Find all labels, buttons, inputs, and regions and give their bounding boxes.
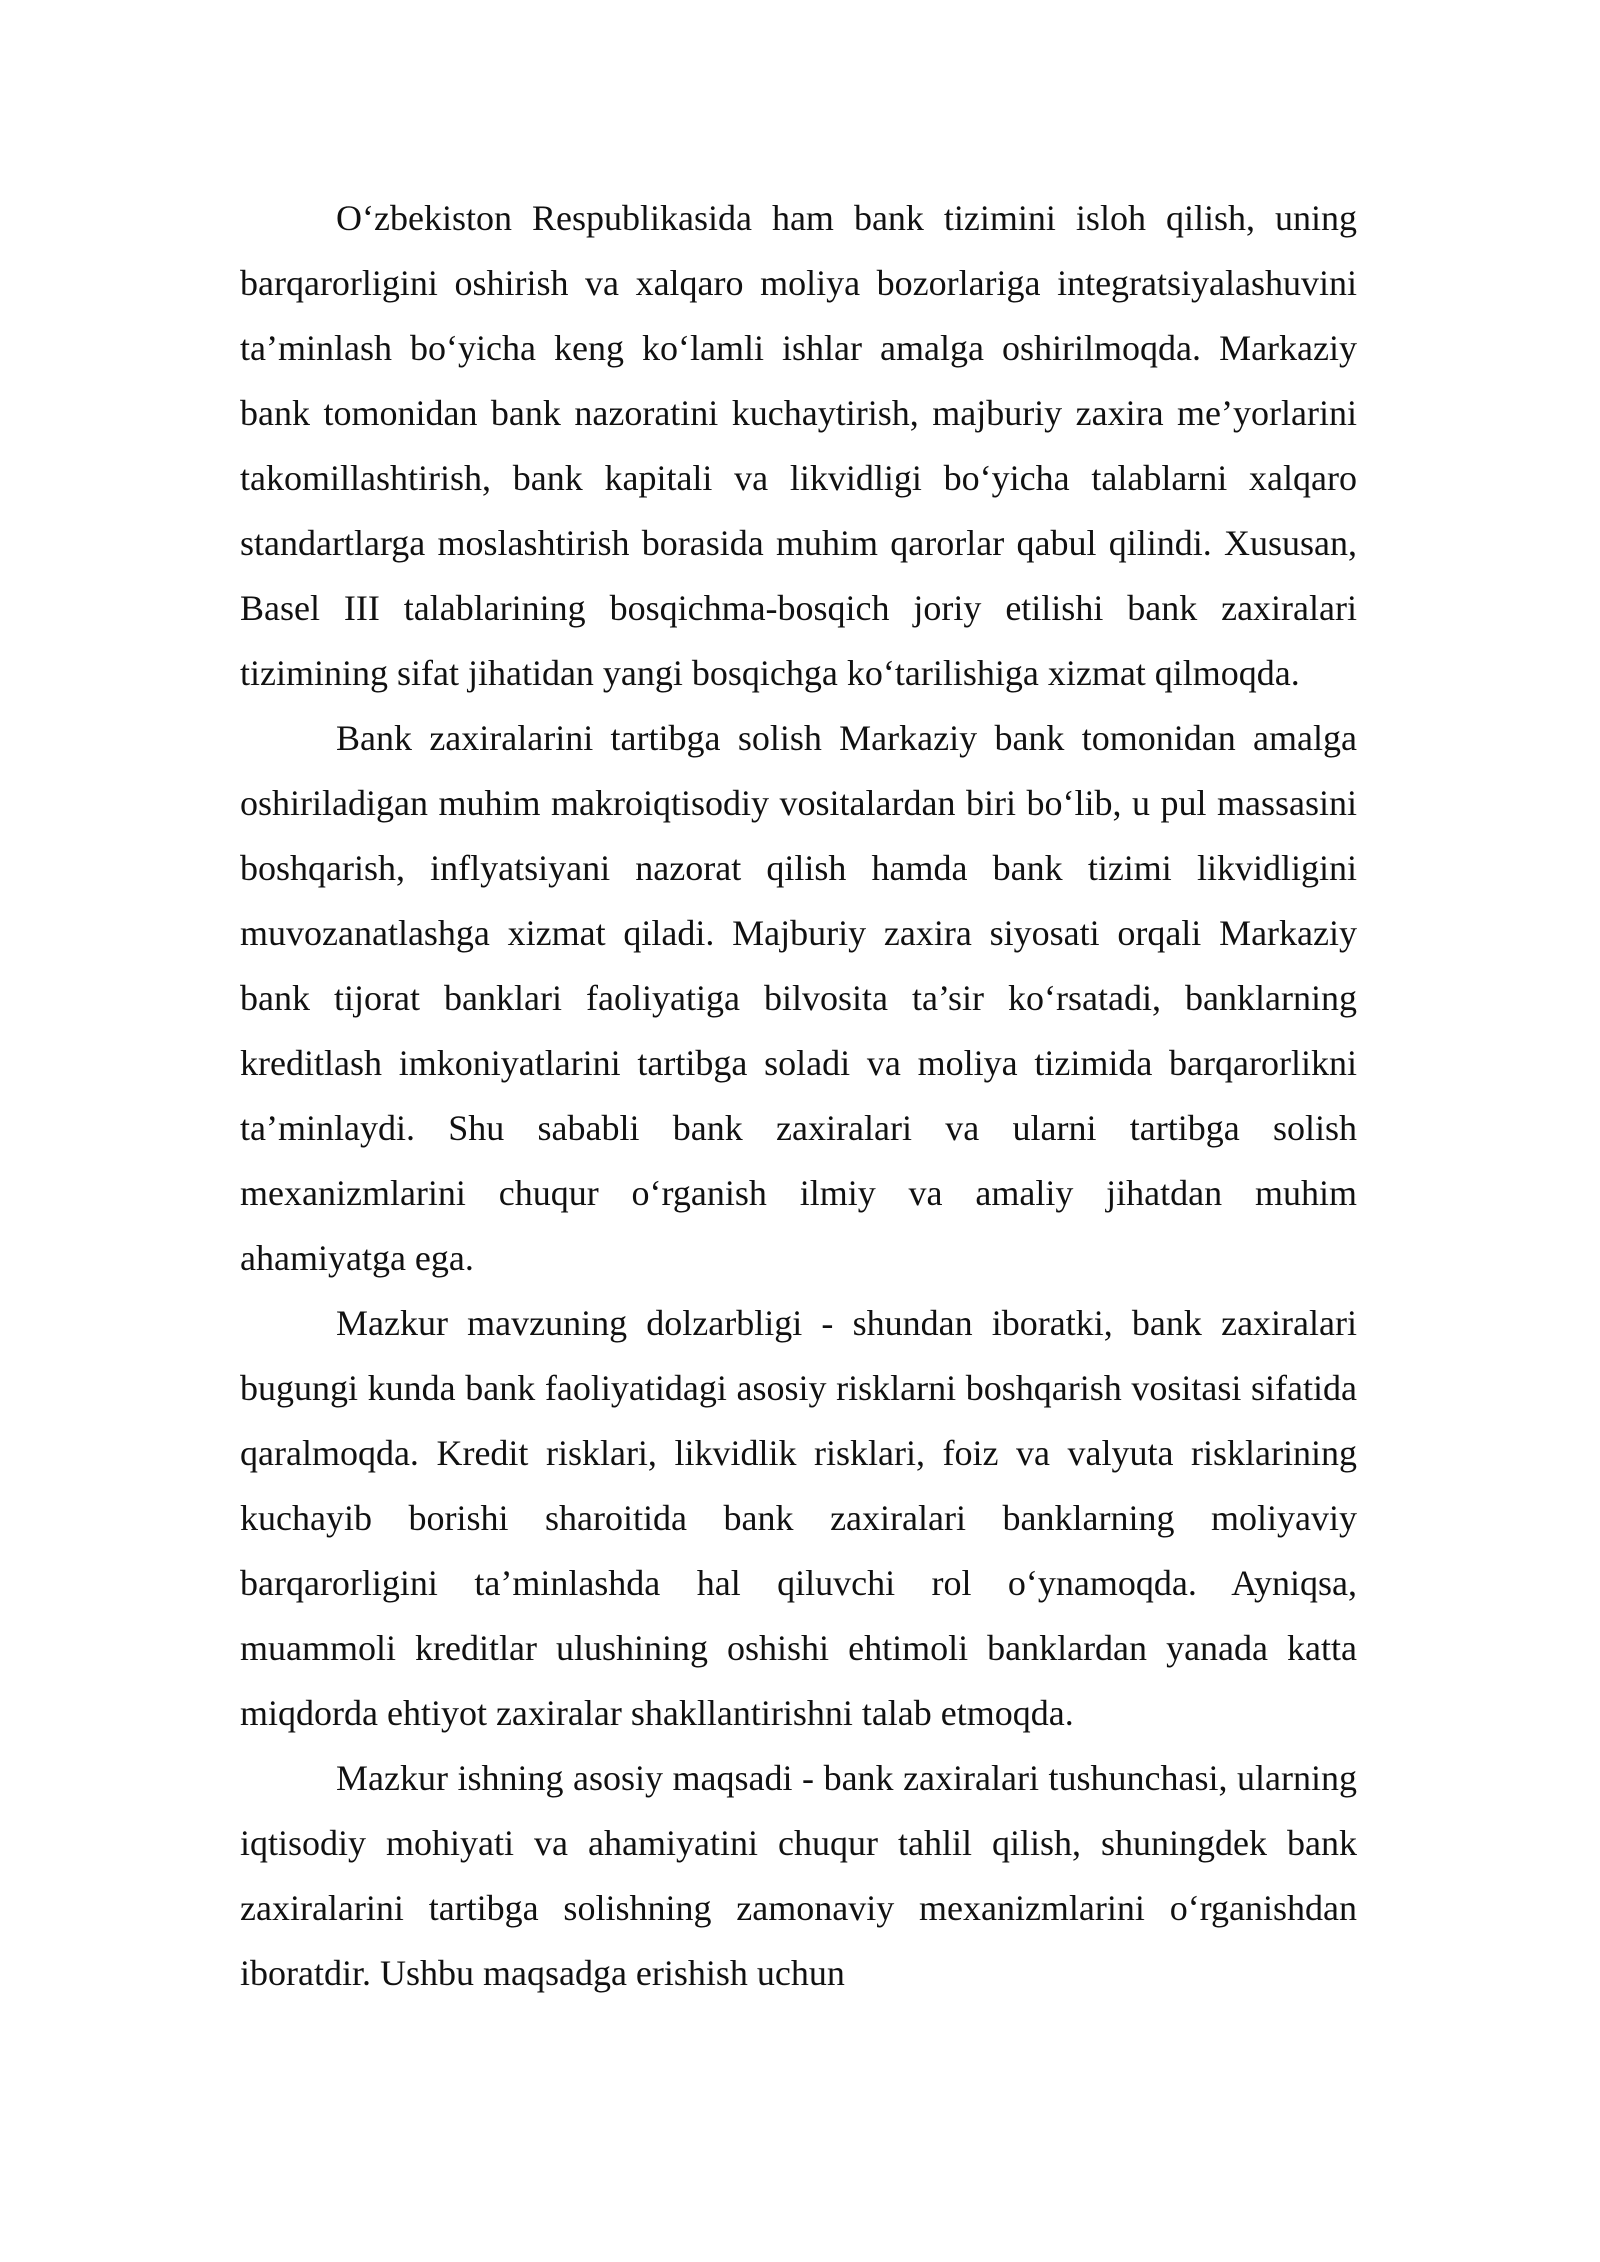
paragraph-3: Mazkur mavzuning dolzarbligi - shundan iboratki, bank zaxiralari bugungi kunda bank faoliyatidagi asosiy risklarni boshqarish vositasi sifatida qaralmoqda. Kredit risklari, likvidlik risklari, foiz va valyuta risklarining kuchayib borishi sharoitida bank zaxiralari banklarning moliyaviy barqarorligini ta’minlashda hal qiluvchi rol o‘ynamoqda. Ayniqsa, muammoli kreditlar ulushining oshishi ehtimoli banklardan yanada katta miqdorda ehtiyot zaxiralar shakllantirishni talab etmoqda. xyxy=(240,1303,1357,1733)
paragraph-1: O‘zbekiston Respublikasida ham bank tizimini isloh qilish, uning barqarorligini oshirish va xalqaro moliya bozorlariga integratsiyalashuvini ta’minlash bo‘yicha keng ko‘lamli ishlar amalga oshirilmoqda. Markaziy bank tomonidan bank nazoratini kuchaytirish, majburiy zaxira me’yorlarini takomillashtirish, bank kapitali va likvidligi bo‘yicha talablarni xalqaro standartlarga moslashtirish borasida muhim qarorlar qabul qilindi. Xususan, Basel III talablarining bosqichma-bosqich joriy etilishi bank zaxiralari tizimining sifat jihatidan yangi bosqichga ko‘tarilishiga xizmat qilmoqda. xyxy=(240,198,1357,693)
document-body xyxy=(240,186,1357,2006)
paragraph-4: Mazkur ishning asosiy maqsadi - bank zaxiralari tushunchasi, ularning iqtisodiy mohiyati va ahamiyatini chuqur tahlil qilish, shuningdek bank zaxiralarini tartibga solishning zamonaviy mexanizmlarini o‘rganishdan iboratdir. Ushbu maqsadga erishish uchun xyxy=(240,1758,1357,1993)
paragraph-2: Bank zaxiralarini tartibga solish Markaziy bank tomonidan amalga oshiriladigan muhim makroiqtisodiy vositalardan biri bo‘lib, u pul massasini boshqarish, inflyatsiyani nazorat qilish hamda bank tizimi likvidligini muvozanatlashga xizmat qiladi. Majburiy zaxira siyosati orqali Markaziy bank tijorat banklari faoliyatiga bilvosita ta’sir ko‘rsatadi, banklarning kreditlash imkoniyatlarini tartibga soladi va moliya tizimida barqarorlikni ta’minlaydi. Shu sababli bank zaxiralari va ularni tartibga solish mexanizmlarini chuqur o‘rganish ilmiy va amaliy jihatdan muhim ahamiyatga ega. xyxy=(240,718,1357,1278)
